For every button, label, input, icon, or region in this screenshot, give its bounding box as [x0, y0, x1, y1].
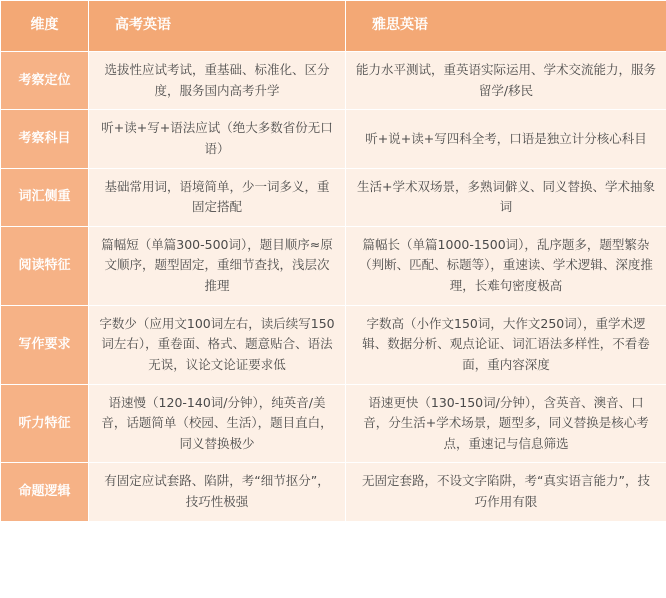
cell-gaokao-positioning: 选拔性应试考试，重基础、标准化、区分度，服务国内高考升学: [89, 52, 346, 110]
column-header-ielts: 雅思英语: [346, 1, 666, 52]
row-label-positioning: 考察定位: [1, 52, 89, 110]
cell-ielts-reading: 篇幅长（单篇1000-1500词），乱序题多，题型繁杂（判断、匹配、标题等），重速读、学术逻辑、深度推理，长难句密度极高: [346, 226, 666, 305]
row-label-listening: 听力特征: [1, 384, 89, 463]
row-label-writing: 写作要求: [1, 305, 89, 384]
column-header-dimension: 维度: [1, 1, 89, 52]
cell-ielts-listening: 语速更快（130-150词/分钟），含英音、澳音、口音，分生活+学术场景，题型多，同义替换是核心考点，重速记与信息筛选: [346, 384, 666, 463]
row-label-design-logic: 命题逻辑: [1, 463, 89, 521]
cell-ielts-vocabulary: 生活+学术双场景，多熟词僻义、同义替换、学术抽象词: [346, 168, 666, 226]
table-row: [1, 110, 666, 168]
table-row: [1, 305, 666, 384]
table-header: [1, 1, 666, 52]
cell-gaokao-reading: 篇幅短（单篇300-500词），题目顺序≈原文顺序，题型固定，重细节查找，浅层次推理: [89, 226, 346, 305]
table-row: [1, 463, 666, 521]
cell-gaokao-subjects: 听+读+写+语法应试（绝大多数省份无口语）: [89, 110, 346, 168]
row-label-reading: 阅读特征: [1, 226, 89, 305]
column-header-gaokao: 高考英语: [89, 1, 346, 52]
cell-ielts-writing: 字数高（小作文150词，大作文250词），重学术逻辑、数据分析、观点论证、词汇语法多样性，不看卷面，重内容深度: [346, 305, 666, 384]
cell-ielts-subjects: 听+说+读+写四科全考，口语是独立计分核心科目: [346, 110, 666, 168]
cell-ielts-design-logic: 无固定套路，不设文字陷阱，考“真实语言能力”，技巧作用有限: [346, 463, 666, 521]
cell-ielts-positioning: 能力水平测试，重英语实际运用、学术交流能力，服务留学/移民: [346, 52, 666, 110]
row-label-vocabulary: 词汇侧重: [1, 168, 89, 226]
table-row: [1, 384, 666, 463]
table-row: [1, 52, 666, 110]
cell-gaokao-writing: 字数少（应用文100词左右，读后续写150词左右），重卷面、格式、题意贴合、语法无误，议论文论证要求低: [89, 305, 346, 384]
table-row: [1, 226, 666, 305]
cell-gaokao-listening: 语速慢（120-140词/分钟），纯英音/美音，话题简单（校园、生活），题目直白，同义替换极少: [89, 384, 346, 463]
cell-gaokao-design-logic: 有固定应试套路、陷阱，考“细节抠分”，技巧性极强: [89, 463, 346, 521]
table-body: [1, 52, 666, 522]
row-label-subjects: 考察科目: [1, 110, 89, 168]
cell-gaokao-vocabulary: 基础常用词，语境简单，少一词多义，重固定搭配: [89, 168, 346, 226]
table-row: [1, 168, 666, 226]
header-row: [1, 1, 666, 52]
